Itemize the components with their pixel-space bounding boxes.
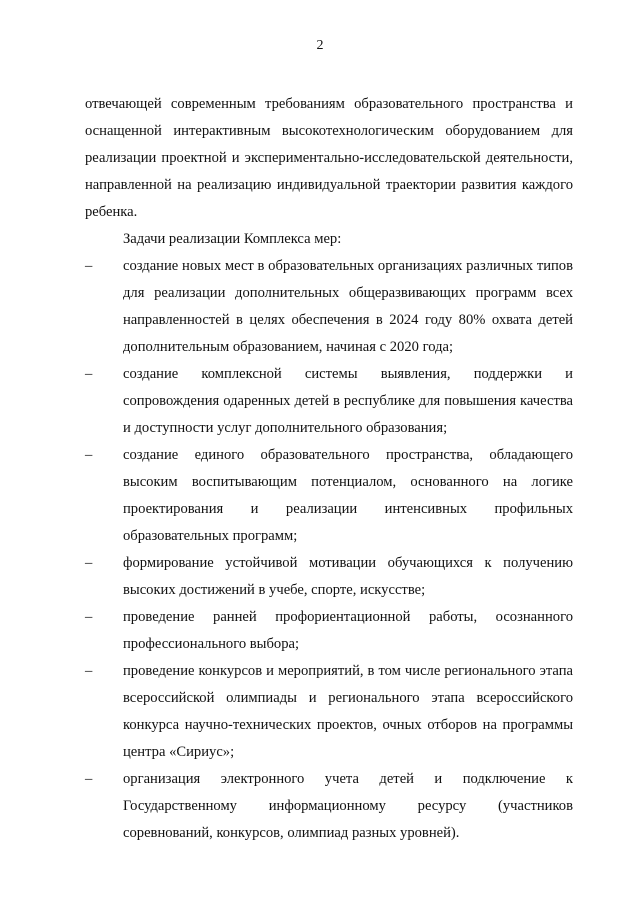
tasks-heading: Задачи реализации Комплекса мер: [123,231,342,247]
task-item [85,550,573,604]
task-text: создание новых мест в образовательных организациях различных типов для реализации дополнительных общеразвивающих программ всех направленностей в целях обеспечения в 2024 году 80% охвата детей дополнительным образованием, начиная с 2020 года; [123,258,573,355]
task-text: создание комплексной системы выявления, поддержки и сопровождения одаренных детей в республике для повышения качества и доступности услуг дополнительного образования; [123,366,573,436]
task-text: проведение конкурсов и мероприятий, в том числе регионального этапа всероссийской олимпиады и регионального этапа всероссийского конкурса научно-технических проектов, очных отборов на программы центра «Сириус»; [123,663,573,760]
task-item [85,658,573,766]
bullet-dash: – [85,258,93,274]
intro-paragraph: отвечающей современным требованиям образовательного пространства и оснащенной интерактивным высокотехнологическим оборудованием для реализации проектной и экспериментально-исследовательской деятельности, направленной на реализацию индивидуальной траектории развития каждого ребенка. [85,96,573,220]
task-text: организация электронного учета детей и подключение к Государственному информационному ресурсу (участников соревнований, конкурсов, олимпиад разных уровней). [123,771,573,841]
task-text: формирование устойчивой мотивации обучающихся к получению высоких достижений в учебе, спорте, искусстве; [123,555,573,598]
bullet-dash: – [85,609,93,625]
task-item [85,604,573,658]
task-text: проведение ранней профориентационной работы, осознанного профессионального выбора; [123,609,573,652]
bullet-dash: – [85,771,93,787]
tasks-list [85,253,573,847]
bullet-dash: – [85,366,93,382]
task-text: создание единого образовательного пространства, обладающего высоким воспитывающим потенциалом, основанного на логике проектирования и реализации интенсивных профильных образовательных программ; [123,447,573,544]
task-item [85,361,573,442]
task-item [85,442,573,550]
page-number: 2 [316,38,324,53]
task-item [85,253,573,361]
task-item [85,766,573,847]
document-body [85,91,573,847]
bullet-dash: – [85,447,93,463]
bullet-dash: – [85,555,93,571]
bullet-dash: – [85,663,93,679]
